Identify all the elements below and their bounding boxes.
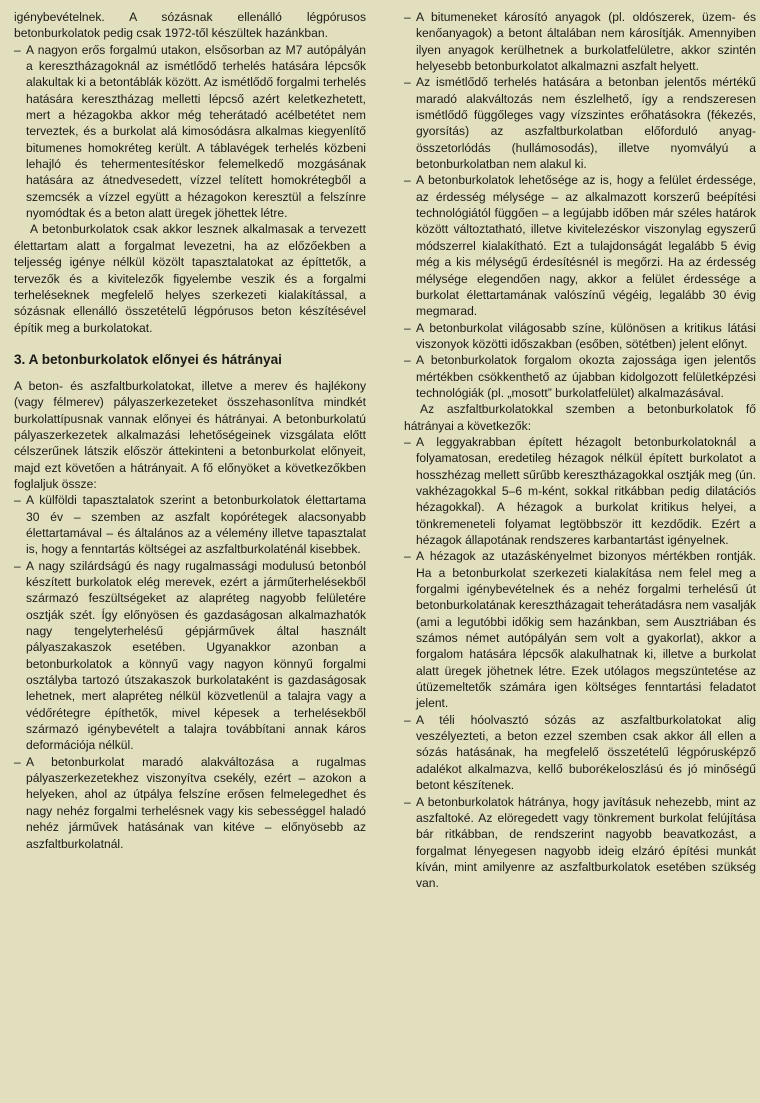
list-item <box>404 74 756 172</box>
list-item-text: A nagyon erős forgalmú utakon, elsősorban az M7 autópályán a keresztházagoknál az ismétlődő terhelés hatására lépcsők alakultak ki a betontáblák között. Az ismétlődő forgalmi terhelés hatására keresztházag melletti lépcső azért keletkezhetett, mert a hézagokba akkor még teherátadó acélbetétet nem terveztek, és a burkolat alá kimosódásra alkalmas kiegyenlítő bitumenes homokréteg került. A táblavégek terhelés közbeni lehajló és tehermentesítéskor felemelkedő mozgásának hatására az átnedvesedett, vízzel telített homokrétegből a szemcsék a vízzel együtt a hézagokon keresztül a felszínre nyomódtak és a beton alatt üregek jöhettek létre. <box>26 42 366 221</box>
paragraph: Az aszfaltburkolatokkal szemben a betonburkolatok fő hátrányai a következők: <box>404 402 756 433</box>
paragraph: A betonburkolatok csak akkor lesznek alkalmasak a tervezett élettartam alatt a forgalmat levezetni, ha az előzőekben a teljesség igénye nélkül közölt tapasztalatokat az építtetők, a tervezők és a kivitelezők figyelembe veszik és a forgalmi terheléseknek megfelelő helyes szerkezeti kialakítással, a sózásnak ellenálló összetételű légpórusos beton készítésével építik meg a burkolatokat. <box>14 222 366 335</box>
list-item-text: A bitumeneket károsító anyagok (pl. oldószerek, üzem- és kenőanyagok) a betont általában nem károsítják. Amennyiben ilyen anyagok kerülhetnek a burkolatfelületre, akkor szintén helyesebb betonburkolatot alkalmazni aszfalt helyett. <box>416 10 756 74</box>
list-item <box>14 558 366 754</box>
list-dash: – <box>404 353 411 368</box>
list-item <box>404 434 756 548</box>
list-item-text: Az ismétlődő terhelés hatására a betonban jelentős mértékű maradó alakváltozás nem észlelhető, így a rendszeresen ismétlődő függőleges vagy vízszintes erőhatásokra (fékezés, gyorsítás) az aszfaltburkolatban előforduló anyag-összetorlódás (hullámosodás), illetve nyomvályú a betonburkolatban nem alakul ki. <box>416 75 756 172</box>
list-dash: – <box>404 75 411 90</box>
list-item-text: A téli hóolvasztó sózás az aszfaltburkolatokat alig veszélyezteti, a beton ezzel szemben csak akkor áll ellen a sózás hatásának, ha megfelelő összetételű légpórusképző adalékot alkalmazva, kellő buborékeloszlású és jó minőségű betont készítenek. <box>416 712 756 793</box>
list-item <box>404 712 756 794</box>
list-item <box>14 42 366 222</box>
list-item-text: A leggyakrabban épített hézagolt betonburkolatoknál a folyamatosan, eredetileg hézagok nélkül épített burkolatot a hosszhézag mellett sűrűbb keresztházagokkal osztják meg (ún. vakhézagokkal 5–6 m-ként, sokkal ritkábban pedig dilatációs hézagokkal). A hézagok a burkolat kritikus helyei, a tönkremeneteli folyamat legtöbbször itt kezdődik. Ezért a hézagok állapotának rendszeres karbantartást igényelnek. <box>416 434 756 547</box>
section-heading: 3. A betonburkolatok előnyei és hátrányai <box>14 351 282 367</box>
left-column <box>14 9 366 852</box>
list-item <box>404 548 756 711</box>
list-dash: – <box>404 173 411 188</box>
list-dash: – <box>404 712 411 727</box>
list-item-text: A külföldi tapasztalatok szerint a betonburkolatok élettartama 30 év – szemben az aszfalt kopórétegek alacsonyabb élettartamával – és általános az a vélemény illetve tapasztalat is, hogy a fenntartás költségei az aszfaltburkolaténál kisebbek. <box>26 493 366 557</box>
list-dash: – <box>14 558 21 573</box>
list-item-text: A betonburkolatok lehetősége az is, hogy a felület érdessége, az érdesség mélysége – az alkalmazott korszerű beépítési technológiától függően – a legújabb időben már széles határok között változtatható, illetve kivitelezéskor viszonylag egyszerű módszerrel kialakítható. Ezt a tulajdonságát legalább 5 évig még a kis mélységű érdesítésnél is megőrzi. Ha az érdesség mélysége elegendően nagy, akkor a felület érdessége a burkolat élettartamának valószínű végéig, legalább 30 évig megmarad. <box>416 173 756 319</box>
list-item-text: A betonburkolatok forgalom okozta zajossága igen jelentős mértékben csökkenthető az újabban kidolgozott felületképzési technológiák (pl. „mosott” burkolatfelület) alkalmazásával. <box>416 353 756 400</box>
list-dash: – <box>14 754 21 769</box>
list-item <box>404 9 756 74</box>
list-item-text: A nagy szilárdságú és nagy rugalmassági modulusú betonból készített burkolatok elég merevek, ezért a járműterhelésekből származó feszültségeket az alapréteg nagyobb felületére osztják szét. Így előnyösen és gazdaságosan alkalmazhatók nagy tengelyterhelésű gépjárművek által használt pályaszakaszok esetében. Ugyanakkor azonban a betonburkolatok a könnyű vagy nagyon könnyű forgalmi osztályba tartozó útszakaszok burkolataként is gazdaságosak lehetnek, mert alapréteg nélkül közvetlenül a talajra vagy a védőrétegre építhetők, mivel képesek a terhelésekből származó igénybevételt a talajra továbbítani annak káros deformációja nélkül. <box>26 558 366 753</box>
list-dash: – <box>404 794 411 809</box>
list-item <box>14 492 366 557</box>
list-item-text: A betonburkolatok hátránya, hogy javításuk nehezebb, mint az aszfaltoké. Az elöregedett vagy tönkrement burkolat felújítása bár ritkábban, de rendszerint nagyobb beavatkozást, a forgalmat lényegesen nagyobb ideig elzáró építési munkát kíván, mint amilyenre az aszfaltburkolatok esetében szükség van. <box>416 794 756 891</box>
paragraph: A beton- és aszfaltburkolatokat, illetve a merev és hajlékony (vagy félmerev) pályaszerkezeteket összehasonlítva mindkét burkolattípusnak vannak előnyei és hátrányai. A betonburkolatú pályaszerkezetek alkalmazási lehetőségeinek vizsgálata előtt célszerűnek látszik először áttekinteni a betonburkolat előnyeit, majd ezt követően a hátrányait. A fő előnyöket a következőkben foglaljuk össze: <box>14 378 366 491</box>
list-item <box>404 794 756 892</box>
list-item <box>404 352 756 401</box>
list-item-text: A betonburkolat maradó alakváltozása a rugalmas pályaszerkezetekhez viszonyítva csekély, ezért – azokon a helyeken, ahol az útpálya felszíne erősen felmelegedhet és nagy nehéz forgalmi terhelésnek vagy kis sebességgel haladó nehéz járművek hatásának van kitéve – előnyösebb az aszfaltburkolatnál. <box>26 754 366 851</box>
list-dash: – <box>404 320 411 335</box>
list-dash: – <box>404 10 411 24</box>
list-item-text: A betonburkolat világosabb színe, különösen a kritikus látási viszonyok közötti időszakban (esőben, sötétben) jelent előnyt. <box>416 320 756 351</box>
list-dash: – <box>14 42 21 57</box>
list-item <box>404 172 756 319</box>
right-column <box>404 9 756 892</box>
list-item <box>14 754 366 852</box>
paragraph-continuation: igénybevételnek. A sózásnak ellenálló légpórusos betonburkolatok pedig csak 1972-től készültek hazánkban. <box>14 10 366 41</box>
list-item <box>404 320 756 353</box>
list-dash: – <box>14 493 21 508</box>
list-dash: – <box>404 434 411 449</box>
list-item-text: A hézagok az utazáskényelmet bizonyos mértékben rontják. Ha a betonburkolat szerkezeti kialakítása nem felel meg a forgalmi igénybevételnek és a nehéz forgalmi terhelésű út betonburkolatának keresztházagait teherátadásra nem vasalják (ami a legutóbbi időkig sem hazánkban, sem Ausztriában és számos német autópályán sem volt a gyakorlat), akkor a forgalom hatására lépcsők alakulhatnak ki, illetve a burkolat alatt üregek jöhetnek létre. Ezek utólagos megszüntetése az útüzemeltetők számára igen költséges fenntartási feladatot jelent. <box>416 549 756 711</box>
list-dash: – <box>404 549 411 564</box>
